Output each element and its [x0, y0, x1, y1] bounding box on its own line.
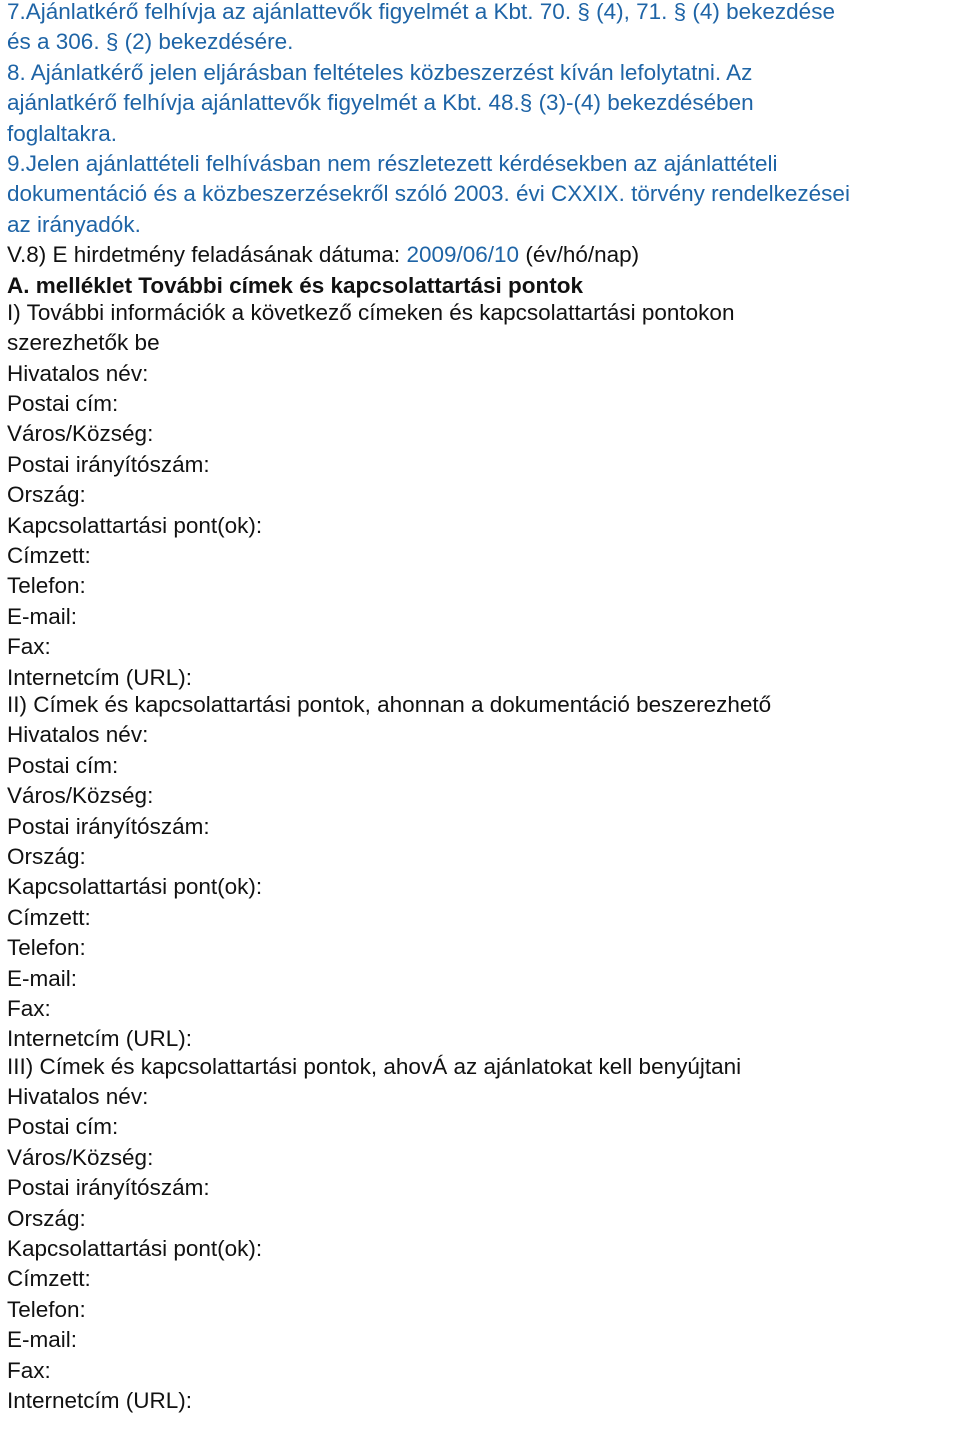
- intro-line: ajánlatkérő felhívja ajánlattevők figyelmét a Kbt. 48.§ (3)-(4) bekezdésében: [7, 90, 754, 116]
- field-label: Város/Község:: [7, 421, 154, 447]
- field-label: Címzett:: [7, 904, 91, 930]
- field-label: Címzett:: [7, 1266, 91, 1292]
- dispatch-date-format: (év/hó/nap): [525, 242, 640, 268]
- field-label: Ország:: [7, 1205, 86, 1231]
- field-label: Postai irányítószám:: [7, 451, 210, 477]
- field-label: Postai cím:: [7, 391, 119, 417]
- field-label: Ország:: [7, 482, 86, 508]
- intro-line: foglaltakra.: [7, 120, 118, 146]
- field-label: Címzett:: [7, 543, 91, 569]
- field-label: Kapcsolattartási pont(ok):: [7, 1236, 263, 1262]
- field-label: Postai cím:: [7, 752, 119, 778]
- field-label: Hivatalos név:: [7, 722, 149, 748]
- intro-line: 9.Jelen ajánlattételi felhívásban nem részletezett kérdésekben az ajánlattételi: [7, 150, 778, 176]
- field-label: Fax:: [7, 995, 51, 1021]
- field-label: Postai irányítószám:: [7, 813, 210, 839]
- field-label: E-mail:: [7, 603, 78, 629]
- contact-sections: [7, 298, 960, 1416]
- dispatch-date-label: V.8) E hirdetmény feladásának dátuma:: [7, 242, 401, 268]
- intro-line: dokumentáció és a közbeszerzésekről szóló 2003. évi CXXIX. törvény rendelkezései: [7, 181, 850, 207]
- dispatch-date-value: 2009/06/10: [406, 242, 520, 268]
- field-label: Telefon:: [7, 935, 86, 961]
- field-label: Postai cím:: [7, 1114, 119, 1140]
- field-label: Internetcím (URL):: [7, 1026, 193, 1052]
- contact-section: [7, 690, 960, 1055]
- section-heading: II) Címek és kapcsolattartási pontok, ahonnan a dokumentáció beszerezhető: [7, 691, 772, 717]
- document-body: [7, 0, 960, 1416]
- intro-line: és a 306. § (2) bekezdésére.: [7, 29, 294, 55]
- field-label: Kapcsolattartási pont(ok):: [7, 874, 263, 900]
- section-heading: I) További információk a következő címeken és kapcsolattartási pontokon: [7, 299, 735, 325]
- contact-section: [7, 298, 960, 693]
- section-heading: III) Címek és kapcsolattartási pontok, ahovÁ az ajánlatokat kell benyújtani: [7, 1053, 742, 1079]
- field-label: Város/Község:: [7, 783, 154, 809]
- field-label: Fax:: [7, 634, 51, 660]
- field-label: E-mail:: [7, 965, 78, 991]
- intro-line: 7.Ajánlatkérő felhívja az ajánlattevők figyelmét a Kbt. 70. § (4), 71. § (4) bekezdése: [7, 0, 835, 24]
- field-label: Telefon:: [7, 573, 86, 599]
- field-label: Város/Község:: [7, 1144, 154, 1170]
- dispatch-date-line: [7, 240, 960, 270]
- field-label: E-mail:: [7, 1327, 78, 1353]
- section-heading: szerezhetők be: [7, 330, 160, 356]
- field-label: Hivatalos név:: [7, 1084, 149, 1110]
- field-label: Postai irányítószám:: [7, 1175, 210, 1201]
- field-label: Telefon:: [7, 1296, 86, 1322]
- intro-notes: [7, 0, 960, 240]
- field-label: Fax:: [7, 1357, 51, 1383]
- field-label: Internetcím (URL):: [7, 664, 193, 690]
- annex-title: A. melléklet További címek és kapcsolattartási pontok: [7, 272, 584, 298]
- field-label: Internetcím (URL):: [7, 1387, 193, 1413]
- field-label: Kapcsolattartási pont(ok):: [7, 512, 263, 538]
- intro-line: 8. Ajánlatkérő jelen eljárásban feltételes közbeszerzést kíván lefolytatni. Az: [7, 59, 753, 85]
- field-label: Ország:: [7, 843, 86, 869]
- field-label: Hivatalos név:: [7, 360, 149, 386]
- intro-line: az irányadók.: [7, 211, 141, 237]
- contact-section: [7, 1052, 960, 1417]
